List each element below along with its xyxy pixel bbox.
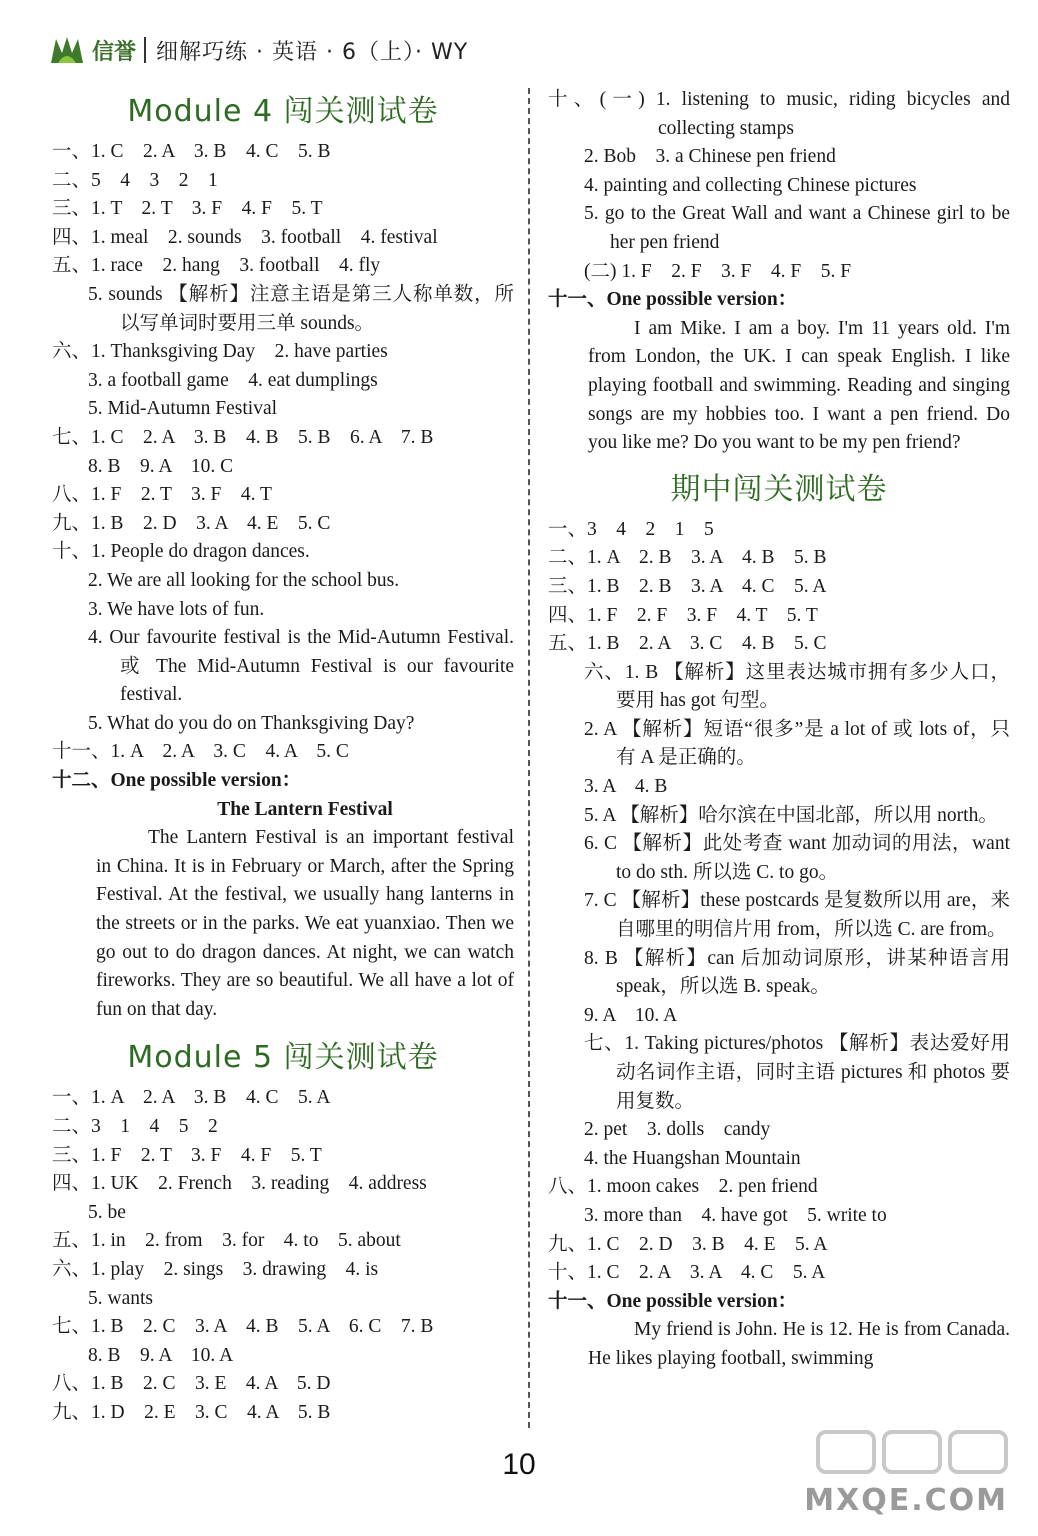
answer-line: 5. sounds 【解析】注意主语是第三人称单数，所以写单词时要用三单 sounds。 xyxy=(88,283,514,334)
answer-line: 五、1. race 2. hang 3. football 4. fly xyxy=(52,255,381,277)
answer-line: 二、3 1 4 5 2 xyxy=(52,1116,218,1137)
answer-line: 十一、One possible version： xyxy=(548,1290,798,1312)
midterm-title: 期中闯关测试卷 xyxy=(670,471,888,507)
answer-line: 8. B 【解析】can 后加动词原形，讲某种语言用 speak，所以选 B. speak。 xyxy=(584,947,1010,998)
brand-name: 信誉 xyxy=(92,39,137,65)
answer-line: 一、3 4 2 1 5 xyxy=(548,518,714,540)
right-column xyxy=(548,86,1010,1374)
answer-line: 8. B 9. A 10. A xyxy=(88,1344,234,1366)
answer-line: 4. the Huangshan Mountain xyxy=(584,1147,801,1169)
watermark-text: MXQE.COM xyxy=(804,1483,1008,1518)
answer-line: 4. painting and collecting Chinese pictures xyxy=(584,174,917,196)
page-number: 10 xyxy=(502,1448,536,1481)
essay-text: The Lantern Festival is an important festival in China. It is in February or March, after the Spring Festival. At the festival, we usually hang lanterns in the streets or in the parks. We eat yuanxiao. Then we go out to do dragon dances. At night, we can watch fireworks. They are so beautiful. We all have a lot of fun on that day. xyxy=(96,827,514,1020)
answer-line: 十一、1. A 2. A 3. C 4. A 5. C xyxy=(52,741,349,763)
answer-line: 六、1. B 【解析】这里表达城市拥有多少人口，要用 has got 句型。 xyxy=(584,661,1010,712)
module4-answers xyxy=(52,138,514,796)
answer-line: 十二、One possible version： xyxy=(52,770,302,792)
answer-line: 十、1. People do dragon dances. xyxy=(52,541,310,563)
answer-line: 4. Our favourite festival is the Mid-Autumn Festival. 或 The Mid-Autumn Festival is our favourite festival. xyxy=(88,627,514,706)
module4-continued xyxy=(548,86,1010,315)
answer-line: 3. more than 4. have got 5. write to xyxy=(584,1204,887,1226)
answer-line: 三、1. B 2. B 3. A 4. C 5. A xyxy=(548,575,827,597)
module4-title: Module 4 闯关测试卷 xyxy=(127,94,439,129)
answer-line: (二) 1. F 2. F 3. F 4. F 5. F xyxy=(584,260,852,282)
book-title: 细解巧练 · 英语 · 6（上）· WY xyxy=(156,39,469,65)
brand-logo-icon xyxy=(48,35,86,65)
answer-line: 5. wants xyxy=(88,1287,153,1309)
answer-line: 二、1. A 2. B 3. A 4. B 5. B xyxy=(548,547,827,569)
answer-line: 五、1. B 2. A 3. C 4. B 5. C xyxy=(548,633,827,655)
answer-line: 2. A 【解析】短语“很多”是 a lot of 或 lots of，只有 A 是正确的。 xyxy=(584,718,1010,769)
answer-line: 5. What do you do on Thanksgiving Day? xyxy=(88,712,415,734)
answer-line: 八、1. moon cakes 2. pen friend xyxy=(548,1176,818,1198)
answer-line: 六、1. play 2. sings 3. drawing 4. is xyxy=(52,1258,379,1280)
page-header xyxy=(48,30,468,70)
answer-line: 5. A 【解析】哈尔滨在中国北部，所以用 north。 xyxy=(584,804,998,826)
answer-line: 3. We have lots of fun. xyxy=(88,598,265,620)
answer-line: 一、1. C 2. A 3. B 4. C 5. B xyxy=(52,141,331,162)
answer-line: 8. B 9. A 10. C xyxy=(88,455,234,477)
answer-line: 2. We are all looking for the school bus. xyxy=(88,569,400,591)
answer-line: 5. go to the Great Wall and want a Chinese girl to be her pen friend xyxy=(584,203,1010,253)
module5-answers xyxy=(52,1084,514,1427)
answer-line: 3. A 4. B xyxy=(584,776,668,798)
answer-line: 三、1. F 2. T 3. F 4. F 5. T xyxy=(52,1144,322,1166)
answer-line: 八、1. B 2. C 3. E 4. A 5. D xyxy=(52,1373,331,1395)
answer-line: 6. C 【解析】此处考查 want 加动词的用法，want to do sth. 所以选 C. to go。 xyxy=(584,833,1010,883)
header-divider xyxy=(144,37,146,63)
module5-title: Module 5 闯关测试卷 xyxy=(127,1040,439,1076)
answer-line: 六、1. Thanksgiving Day 2. have parties xyxy=(52,341,388,363)
answer-line: 十、1. C 2. A 3. A 4. C 5. A xyxy=(548,1262,826,1284)
answer-line: 九、1. C 2. D 3. B 4. E 5. A xyxy=(548,1233,828,1255)
answer-line: 九、1. D 2. E 3. C 4. A 5. B xyxy=(52,1401,331,1423)
answer-line: 2. pet 3. dolls candy xyxy=(584,1119,771,1141)
answer-line: 七、1. C 2. A 3. B 4. B 5. B 6. A 7. B xyxy=(52,426,434,448)
answer-line: 一、1. A 2. A 3. B 4. C 5. A xyxy=(52,1087,331,1109)
midterm-answers xyxy=(548,516,1010,1317)
column-divider xyxy=(528,88,530,1428)
answer-line: 七、1. Taking pictures/photos 【解析】表达爱好用动名词作主语，同时主语 pictures 和 photos 要用复数。 xyxy=(584,1033,1010,1112)
answer-line: 二、5 4 3 2 1 xyxy=(52,169,218,191)
answer-line: 十、(一) 1. listening to music, riding bicycles and collecting stamps xyxy=(548,89,1010,139)
answer-line: 3. a football game 4. eat dumplings xyxy=(88,369,378,391)
left-column xyxy=(52,82,514,1428)
answer-line: 十一、One possible version： xyxy=(548,289,798,311)
essay-title: The Lantern Festival xyxy=(217,798,393,820)
answer-line: 五、1. in 2. from 3. for 4. to 5. about xyxy=(52,1230,401,1252)
answer-line: 八、1. F 2. T 3. F 4. T xyxy=(52,484,272,506)
answer-line: 2. Bob 3. a Chinese pen friend xyxy=(584,146,836,168)
answer-line: 7. C 【解析】these postcards 是复数所以用 are，来自哪里的明信片用 from，所以选 C. are from。 xyxy=(584,890,1010,941)
answer-line: 9. A 10. A xyxy=(584,1004,678,1026)
essay-text: My friend is John. He is 12. He is from Canada. He likes playing football, swimming xyxy=(588,1319,1010,1369)
answer-line: 四、1. meal 2. sounds 3. football 4. festival xyxy=(52,226,438,248)
answer-line: 九、1. B 2. D 3. A 4. E 5. C xyxy=(52,512,331,534)
answer-line: 四、1. F 2. F 3. F 4. T 5. T xyxy=(548,604,818,626)
answer-line: 七、1. B 2. C 3. A 4. B 5. A 6. C 7. B xyxy=(52,1316,434,1338)
answer-line: 四、1. UK 2. French 3. reading 4. address xyxy=(52,1173,427,1195)
answer-line: 5. be xyxy=(88,1201,126,1223)
essay-text: I am Mike. I am a boy. I'm 11 years old. I'm from London, the UK. I can speak English. I like playing football and swimming. Reading and singing songs are my hobbies too. I want a pen friend. Do you like me? Do you want to be my pen friend? xyxy=(588,317,1010,454)
answer-line: 三、1. T 2. T 3. F 4. F 5. T xyxy=(52,198,323,220)
answer-line: 5. Mid-Autumn Festival xyxy=(88,398,278,420)
